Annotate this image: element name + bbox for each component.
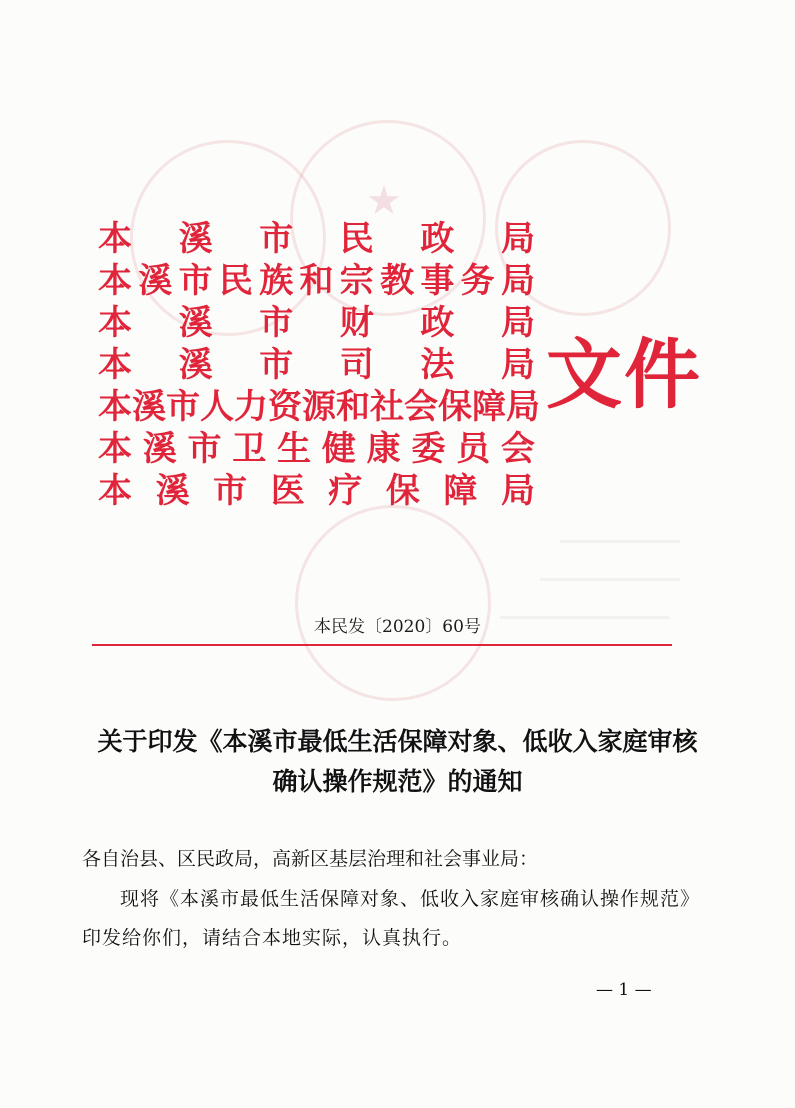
issuer-char: 员 xyxy=(456,429,491,469)
issuer-char: 人 xyxy=(200,387,234,427)
issuer-char: 民 xyxy=(339,219,374,259)
issuer-char: 保 xyxy=(438,387,472,427)
issuer-char: 本 xyxy=(98,303,132,343)
issuer-char: 本 xyxy=(98,261,132,301)
issuer-char: 溪 xyxy=(178,219,213,259)
issuer-char: 宗 xyxy=(339,261,374,301)
bleed-through-mark xyxy=(540,578,680,581)
issuer-char: 溪 xyxy=(138,261,173,301)
page-number: — 1 — xyxy=(596,980,652,1000)
issuer-char: 族 xyxy=(259,261,294,301)
issuer-char: 司 xyxy=(339,345,374,385)
issuer-char: 资 xyxy=(268,387,302,427)
issuer-char: 委 xyxy=(411,429,446,469)
issuer-char: 事 xyxy=(420,261,455,301)
issuer-char: 康 xyxy=(366,429,401,469)
issuer-char: 障 xyxy=(472,387,506,427)
issuer-line xyxy=(98,428,535,470)
issuer-char: 市 xyxy=(213,471,248,511)
issuer-char: 法 xyxy=(420,345,455,385)
issuer-line xyxy=(98,302,535,344)
issuer-char: 教 xyxy=(380,261,415,301)
issuer-char: 政 xyxy=(420,219,455,259)
body-paragraph: 现将《本溪市最低生活保障对象、低收入家庭审核确认操作规范》印发给你们，请结合本地实际，认真执行。 xyxy=(82,888,691,949)
issuer-char: 市 xyxy=(259,345,294,385)
issuer-char: 溪 xyxy=(142,429,177,469)
issuer-char: 会 xyxy=(404,387,438,427)
issuer-line xyxy=(98,386,540,428)
issuer-char: 力 xyxy=(234,387,268,427)
salutation: 各自治县、区民政局，高新区基层治理和社会事业局： xyxy=(82,848,539,870)
issuer-char: 民 xyxy=(218,261,253,301)
issuer-line xyxy=(98,344,535,386)
issuer-line xyxy=(98,470,535,512)
issuer-char: 局 xyxy=(500,261,535,301)
issuer-char: 市 xyxy=(259,303,294,343)
bleed-through-mark xyxy=(560,540,680,543)
issuer-char: 生 xyxy=(277,429,312,469)
issuer-char: 溪 xyxy=(132,387,166,427)
issuer-char: 市 xyxy=(166,387,200,427)
issuer-char: 疗 xyxy=(328,471,363,511)
issuer-char: 本 xyxy=(98,219,132,259)
issuer-char: 本 xyxy=(98,387,132,427)
issuer-char: 务 xyxy=(460,261,495,301)
issuer-char: 社 xyxy=(370,387,404,427)
issuer-char: 市 xyxy=(259,219,294,259)
issuer-line xyxy=(98,218,535,260)
issuer-line xyxy=(98,260,535,302)
issuer-char: 局 xyxy=(506,387,540,427)
issuer-char: 本 xyxy=(98,345,132,385)
issuer-char: 政 xyxy=(420,303,455,343)
issuer-char: 和 xyxy=(336,387,370,427)
issuer-char: 本 xyxy=(98,471,132,511)
issuer-char: 局 xyxy=(500,471,535,511)
issuer-char: 本 xyxy=(98,429,132,469)
issuer-char: 溪 xyxy=(178,345,213,385)
issuer-char: 卫 xyxy=(232,429,267,469)
red-divider-line xyxy=(92,644,672,646)
document-label: 文件 xyxy=(546,330,702,419)
issuer-char: 保 xyxy=(385,471,420,511)
issuer-char: 局 xyxy=(500,219,535,259)
issuer-char: 源 xyxy=(302,387,336,427)
issuer-char: 健 xyxy=(321,429,356,469)
issuer-char: 市 xyxy=(178,261,213,301)
issuer-char: 溪 xyxy=(155,471,190,511)
issuer-char: 局 xyxy=(500,345,535,385)
seal-star-icon: ★ xyxy=(366,178,402,224)
notice-title: 关于印发《本溪市最低生活保障对象、低收入家庭审核确认操作规范》的通知 xyxy=(97,727,698,796)
issuer-char: 会 xyxy=(500,429,535,469)
issuer-char: 财 xyxy=(339,303,374,343)
seal-impression-lower xyxy=(295,505,491,701)
issuer-char: 局 xyxy=(500,303,535,343)
issuing-authorities xyxy=(98,218,540,512)
document-number: 本民发〔2020〕60号 xyxy=(314,617,481,637)
issuer-char: 溪 xyxy=(178,303,213,343)
issuer-char: 障 xyxy=(443,471,478,511)
issuer-char: 和 xyxy=(299,261,334,301)
issuer-char: 市 xyxy=(187,429,222,469)
issuer-char: 医 xyxy=(270,471,305,511)
